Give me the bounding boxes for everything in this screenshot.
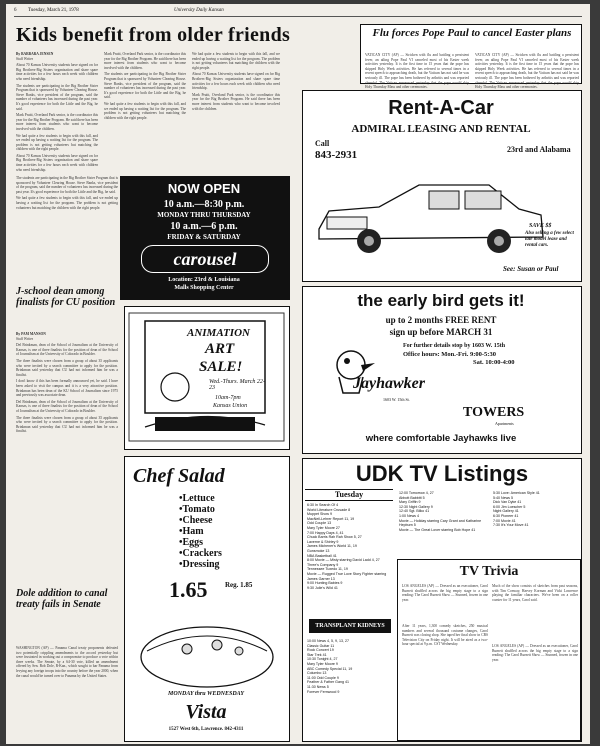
- tv-listing: 11:30 News 5: [307, 684, 329, 689]
- trivia-body-2: After 11 years, 1,300 comedy sketches, 250 musical numbers and several thousand costume changes, Carol Burnett was closing shop. She taped her final show in CBS Television City on Friday night. It will be aired as a two-hour special at 9 p.m. CST Wednesday.: [402, 624, 488, 647]
- tv-listing: World Literature Crusade 8: [307, 507, 351, 512]
- chef-item: •Tomato: [179, 504, 215, 515]
- towers-ad: [302, 286, 582, 454]
- carousel-headline: NOW OPEN: [167, 181, 241, 196]
- flu-body-1: VATICAN CITY (AP) — Stricken with flu and battling a persistent fever, an ailing Pope Paul VI canceled most of his Easter week activities yesterday. It is the first time in 15 years that the pope has skipped Holy Week activities. He has referred to several times in a recent speech to approaching death, but the Vatican has not said he was seriously ill. The pope has been bothered by arthritis and was reported cheerful. The Vatican announced yesterday that the pope would skip Holy Thursday Mass and other ceremonies.: [365, 53, 469, 90]
- towers-name: Jayhawker: [353, 375, 425, 392]
- tv-column-a: [307, 503, 393, 590]
- carousel-location: Location: 23rd & Louisiana: [168, 277, 240, 283]
- tv-listing: Tennessee Tuxedo 11, 19: [307, 567, 348, 572]
- rent-tagline: ADMIRAL LEASING AND RENTAL: [351, 123, 531, 135]
- flu-story-box: [360, 24, 582, 90]
- rent-save-detail: Also selling a few select late model lease and rental cars.: [525, 231, 574, 248]
- tv-listing: 6:30 Pioneer 41: [493, 513, 519, 518]
- salad-bowl-illustration: [127, 611, 287, 701]
- tv-trivia-box: [397, 559, 581, 741]
- kids-body-2: The students are participating in the Big Brother Sister Program that is sponsored by Volunteer Clearing House. Steve Banks, vice president of the program, said the number of volunteers has increased during the past year. It's good experience for both the Little and the Big, he said.: [16, 83, 98, 111]
- rent-address: 23rd and Alabama: [507, 145, 571, 154]
- chef-item: •Eggs: [179, 537, 204, 548]
- jschool-byline: By PAM MANSON: [16, 332, 46, 336]
- chef-name: Vista: [185, 701, 227, 723]
- kids-byline: By BARBARA JENSEN: [16, 52, 54, 56]
- tv-listing: 8:00 Movie — Misty starring David Ladd 4, 27: [307, 558, 380, 563]
- tv-listing: 1:00 News 4: [399, 513, 419, 518]
- chef-item: •Lettuce: [179, 493, 215, 504]
- tv-listing: 7:00 Happy Days 4, 41: [307, 530, 344, 535]
- carousel-location-2: Malls Shopping Center: [174, 285, 234, 291]
- jschool-body-5: The three finalists were chosen from a group of about 35 applicants who were invited by a search committee to apply for the position. Brinkman said yesterday that CU had not informed him he was a finalist.: [16, 415, 118, 434]
- tv-listing: Three's Company 9: [307, 562, 339, 567]
- rent-phone: 843-2931: [315, 149, 358, 161]
- tv-listing: 12:00 Tomorrow 4, 27: [399, 491, 434, 495]
- tv-listing: 12:40 Sgt. Bilko 41: [399, 509, 430, 514]
- carousel-logo: carousel: [141, 245, 269, 273]
- kids-body-4b: About 70 Kansas University students have signed on for Big Brothers-Big Sisters organization and share spare time activities for a few hours each week with children who need friendship.: [192, 72, 280, 91]
- tv-listing: MacNeil-Lehrer Report 11, 19: [307, 516, 355, 521]
- chef-items-list: [179, 493, 222, 570]
- tv-title: UDK TV Listings: [355, 461, 529, 486]
- tv-listing: Feather & Father Gang 41: [307, 680, 349, 685]
- jschool-headline: J-school dean among finalists for CU position: [16, 286, 116, 308]
- towers-tagline: where comfortable Jayhawks live: [365, 433, 517, 444]
- tv-listing: Rock Concert 19: [307, 648, 334, 653]
- flu-headline: Flu forces Pope Paul to cancel Easter plans: [372, 27, 572, 39]
- dole-body: WASHINGTON (AP) — Panama Canal treaty proponents defeated two potentially crippling amendments to the accord yesterday but were frustrated in working out a compromise to produce a vote within three weeks. The Senate, by a 64-30 vote, killed an amendment offered by Sen. Bob Dole, R-Kan., which sought to bar Panama from levying any foreign troops into the country before the year 2000, when the canal would be turned over to Panama by the United States.: [16, 646, 118, 678]
- tv-listing: NBA Basketball 41: [307, 553, 337, 558]
- tv-listing: Columbo 13: [307, 671, 327, 676]
- towers-hours-1: Office hours: Mon.-Fri. 9:00-5:30: [403, 351, 496, 358]
- carousel-days-2: FRIDAY & SATURDAY: [167, 233, 241, 241]
- tv-listing: Odd Couple 13: [307, 521, 332, 526]
- jschool-body-2: The three finalists were chosen from a group of about 35 applicants who were invited by a search committee to apply for the position. Brinkman said yesterday that CU had not informed him he was a finalist.: [16, 358, 118, 377]
- kids-body-2c: We had quite a few students to begin with this fall, and we ended up having a waiting list for the program. The problem is not getting volunteers but matching the children with the right people.: [16, 133, 98, 152]
- paper-name: University Daily Kansan: [174, 8, 224, 13]
- tv-column-d: [493, 491, 579, 528]
- tv-listing: Chuck Barris Rah Rah Show 5, 27: [307, 535, 362, 540]
- towers-towers-sub: Apartments: [495, 421, 514, 426]
- chef-address: 1527 West 6th, Lawrence. 842-4311: [168, 727, 244, 732]
- chef-headline: Chef Salad: [133, 465, 225, 487]
- chef-price: 1.65: [169, 577, 208, 602]
- tv-listings-box: [302, 458, 582, 742]
- chef-reg: Reg. 1.85: [225, 581, 253, 589]
- tv-listing: 7:00 Movie 41: [493, 518, 516, 523]
- tv-listing: Movie — Rugged True Love Story Fighter starring James Garner 13: [307, 571, 387, 581]
- tv-listing: Muppet Show 9: [307, 512, 332, 517]
- towers-details: For further details stop by 1603 W. 15th: [403, 343, 506, 349]
- tv-sponsor: TRANSPLANT KIDNEYS: [309, 619, 391, 633]
- tv-listing: James Michener's World 11, 19: [307, 544, 357, 549]
- jschool-body-4: Del Brinkman, dean of the School of Journalism at the University of Kansas, is one of three finalists for the position of dean of the School of Journalism at the University of Colorado in Boulder.: [16, 399, 118, 413]
- tv-listing: ABC Comedy Special 11, 19: [307, 666, 353, 671]
- towers-hours-2: Sat. 10:00-4:00: [473, 359, 515, 366]
- jschool-body-1: Del Brinkman, dean of the School of Journalism at the University of Kansas, is one of three finalists for the position of dean of the School of Journalism at the University of Colorado in Boulder.: [16, 343, 118, 357]
- animation-title-2: ART: [205, 341, 235, 357]
- towers-headline: the early bird gets it!: [357, 291, 525, 310]
- kids-body-2d: About 70 Kansas University students have signed on for Big Brothers-Big Sisters organization and share spare time activities for a few hours each week with children who need friendship.: [16, 153, 98, 172]
- kids-body-3: Mark Pruitt, Overland Park senior, is the coordinator this year for the Big Brother Program. He said there has been more interest from students who want to become involved with the children.: [104, 52, 186, 70]
- chef-item: •Crackers: [179, 548, 222, 559]
- kids-body-1: About 70 Kansas University students have signed on for Big Brothers-Big Sisters organization and share spare time activities for a few hours each week with children who need friendship.: [16, 63, 98, 81]
- tv-listing: 12:30 Night Gallery 9: [399, 504, 433, 509]
- jschool-byline-role: Staff Writer: [16, 336, 33, 341]
- chef-item: •Ham: [179, 526, 204, 537]
- flu-body-2: VATICAN CITY (AP) — Stricken with flu and battling a persistent fever, an ailing Pope Paul VI canceled most of his Easter week activities yesterday. It is the first time in 15 years that the pope has skipped Holy Week activities. He has referred to several times in a recent speech to approaching death, but the Vatican has not said he was seriously ill. The pope has been bothered by arthritis and was reported cheerful. The Vatican announced yesterday that the pope would skip Holy Thursday Mass and other ceremonies.: [475, 53, 579, 90]
- tv-listing: Movie — Holiday starring Cary Grant and Katharine Hepburn 5: [399, 518, 482, 528]
- tv-listing: Night Gallery 41: [493, 509, 519, 514]
- kids-body-5b: We had quite a few students to begin with this fall, and we ended up having a waiting list for the program. The problem is not getting volunteers but matching the children with the right people.: [16, 196, 118, 210]
- trivia-body-1: LOS ANGELES (AP) — Dressed as an executioner, Carol Burnett shuffled across the big empty stage to a sign reading: The Carol Burnett Show — Stunned, frozen in one year.: [402, 584, 488, 602]
- rent-call: Call: [315, 139, 330, 148]
- kids-body-3b: The students are participating in the Big Brother Sister Program that is sponsored by Volunteer Clearing House. Steve Banks, vice president of the program, said the number of volunteers has increased during the past year. It's good experience for both the Little and the Big, he said.: [104, 72, 186, 100]
- tv-listing: Dick Van Dyke 41: [493, 500, 522, 505]
- tv-listing: 7:30 It's Your Move 41: [493, 523, 529, 528]
- carousel-ad: [120, 176, 290, 300]
- tv-listing: 9:00 Hunting Babies 9: [307, 581, 343, 586]
- tv-column-c: [399, 491, 487, 532]
- chef-item: •Cheese: [179, 515, 213, 526]
- tv-listing: 5:30 Love: American Style 41: [493, 491, 540, 495]
- tv-listing: 11:00 Odd Couple 9: [307, 675, 339, 680]
- page-number: 6: [14, 8, 17, 13]
- towers-sub-1: up to 2 months FREE RENT: [385, 315, 497, 325]
- rent-save: SAVE $$: [529, 223, 552, 229]
- tv-column-b: [307, 639, 393, 694]
- tv-listing: Gunsmoke 13: [307, 548, 330, 553]
- animation-ad: [124, 306, 290, 450]
- carousel-hours-2: 10 a.m.—6 p.m.: [170, 221, 238, 232]
- rent-contact: See: Susan or Paul: [503, 265, 559, 273]
- animation-time: 10am-7pm: [215, 395, 241, 401]
- kids-headline: Kids benefit from older friends: [16, 24, 291, 46]
- tv-listing: 6:00 Jim Loescher 5: [493, 504, 526, 509]
- rent-a-car-ad: [302, 90, 582, 282]
- tv-listing: Abbott Babbitt 5: [399, 495, 425, 500]
- kids-body-5: The students are participating in the Big Brother Sister Program that is sponsored by Volunteer Clearing House. Steve Banks, vice president of the program, said the number of volunteers has increased during the past year. It's good experience for both the Little and the Big, he said.: [16, 176, 118, 194]
- towers-address: 1603 W. 15th St.: [383, 397, 410, 402]
- trivia-title: TV Trivia: [459, 564, 519, 579]
- animation-title-1: ANIMATION: [187, 327, 250, 339]
- animation-dates: Wed.-Thurs. March 22-23: [209, 379, 265, 391]
- kids-body-4: We had quite a few students to begin with this fall, and we ended up having a waiting list for the program. The problem is not getting volunteers but matching the children with the right people.: [192, 52, 280, 70]
- dole-headline: Dole addition to canal treaty fails in Senate: [16, 588, 108, 610]
- tv-listing: Mary Griffin 9: [399, 500, 421, 505]
- animation-title-3: SALE!: [199, 359, 243, 375]
- page-date: Tuesday, March 21, 1978: [28, 8, 79, 13]
- tv-day: Tuesday: [305, 489, 393, 501]
- rent-headline: Rent-A-Car: [388, 97, 494, 119]
- towers-sub-2: sign up before MARCH 31: [389, 327, 493, 337]
- newspaper-page: [6, 4, 590, 744]
- kids-body-3c: We had quite a few students to begin with this fall, and we ended up having a waiting list for the program. The problem is not getting volunteers but matching the children with the right people.: [104, 101, 186, 120]
- tv-listing: Classic Guitar 11: [307, 643, 335, 648]
- tv-listing: 10:30 Tonight 4, 27: [307, 657, 338, 662]
- tv-listing: Forever Fernwood 9: [307, 689, 340, 694]
- page-header: [14, 8, 582, 17]
- carousel-days-1: MONDAY THRU THURSDAY: [157, 211, 251, 219]
- tv-listing: 6:30 In Search Of 4: [307, 503, 339, 507]
- tv-listing: Star Trek 41: [307, 652, 327, 657]
- animation-location: Kansas Union: [213, 403, 248, 409]
- tv-listing: 10:00 News 4, 5, 9, 13, 27: [307, 639, 349, 643]
- chef-days: MONDAY thru WEDNESDAY: [167, 691, 245, 697]
- chef-salad-ad: [124, 456, 290, 742]
- tv-listing: 9:30 Julie's Wild 41: [307, 585, 338, 590]
- carousel-hours-1: 10 a.m.—8:30 p.m.: [163, 199, 245, 210]
- tv-listing: Mary Tyler Moore 9: [307, 661, 338, 666]
- chef-item: •Dressing: [179, 559, 220, 570]
- kids-body-2b: Mark Pruitt, Overland Park senior, is the coordinator this year for the Big Brother Program. He said there has been more interest from students who want to become involved with the children.: [16, 113, 98, 131]
- towers-towers: TOWERS: [463, 405, 525, 420]
- tv-listing: Movie — The Great Lover starring Bob Hope 41: [399, 527, 476, 532]
- tv-listing: 5:40 News 5: [493, 495, 513, 500]
- trivia-body-4: LOS ANGELES (AP) — Dressed as an executioner, Carol Burnett shuffled across the big empty stage to a sign reading: The Carol Burnett Show — Stunned, frozen in one year.: [492, 644, 578, 662]
- trivia-body-3: Much of the show consists of sketches from past seasons, with Tim Conway, Harvey Korman and Vicki Lawrence playing the familiar characters. We've been on a roller coaster for 11 years, Carol said.: [492, 584, 578, 602]
- jschool-body-3: I don't know if this has been formally announced yet, he said. I have been asked to visit the campus and it is a very attractive position. Brinkman has been dean of the KU School of Journalism since 1975 and previously was associate dean.: [16, 379, 118, 398]
- kids-body-4c: Mark Pruitt, Overland Park senior, is the coordinator this year for the Big Brother Program. He said there has been more interest from students who want to become involved with the children.: [192, 92, 280, 111]
- tv-listing: Mary Tyler Moore 27: [307, 525, 340, 530]
- tv-listing: Laverne & Shirley 9: [307, 539, 339, 544]
- kids-byline-role: Staff Writer: [16, 56, 33, 61]
